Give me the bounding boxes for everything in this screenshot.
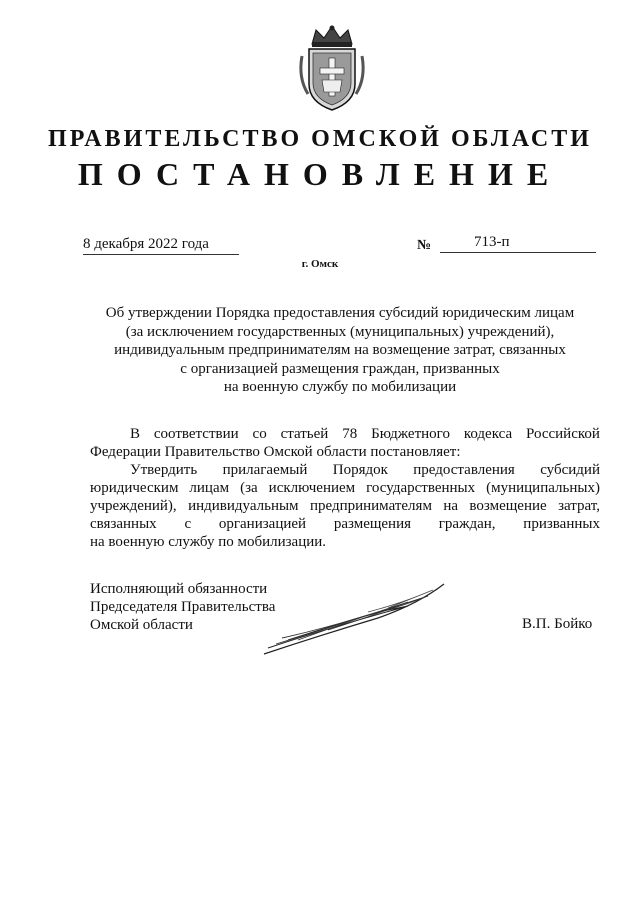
word: (муниципальных) bbox=[486, 480, 600, 496]
word: В bbox=[130, 426, 141, 442]
word: Бюджетного bbox=[371, 426, 450, 442]
document-body bbox=[90, 425, 600, 551]
signatory-name: В.П. Бойко bbox=[522, 616, 593, 632]
word: Порядок bbox=[332, 462, 388, 478]
title-line: индивидуальным предпринимателям на возмещение затрат, связанных bbox=[114, 342, 566, 358]
organization-title: ПРАВИТЕЛЬСТВО ОМСКОЙ ОБЛАСТИ bbox=[48, 126, 592, 152]
position-line: Омской области bbox=[90, 617, 193, 633]
word: 78 bbox=[342, 426, 358, 442]
document-date: 8 декабря 2022 года bbox=[83, 236, 239, 255]
handwritten-signature-icon bbox=[258, 578, 458, 660]
word: на bbox=[443, 498, 459, 514]
word: индивидуальным bbox=[188, 498, 299, 514]
word: затрат, bbox=[558, 498, 600, 514]
word: Российской bbox=[526, 426, 600, 442]
number-label: № bbox=[417, 238, 432, 253]
body-line bbox=[90, 515, 600, 533]
word: (за bbox=[240, 480, 258, 496]
document-city: г. Омск bbox=[301, 258, 339, 270]
word: с bbox=[184, 516, 192, 532]
word: юридическим bbox=[90, 480, 179, 496]
word: предпринимателям bbox=[309, 498, 432, 514]
word: исключением bbox=[268, 480, 356, 496]
title-line: с организацией размещения граждан, призванных bbox=[180, 360, 500, 377]
word: государственных bbox=[366, 480, 476, 496]
omsk-coat-of-arms-icon bbox=[296, 22, 368, 114]
title-line: Об утверждении Порядка предоставления субсидий юридическим лицам bbox=[105, 305, 575, 321]
word: со bbox=[252, 426, 267, 442]
document-number: 713-п bbox=[440, 234, 596, 253]
word: предоставления bbox=[413, 462, 515, 478]
word: организацией bbox=[218, 516, 307, 532]
word: граждан, bbox=[438, 516, 496, 532]
document-title bbox=[90, 304, 590, 397]
word: кодекса bbox=[463, 426, 513, 442]
title-line: на военную службу по мобилизации bbox=[223, 379, 457, 395]
title-line: (за исключением государственных (муниципальных) учреждений), bbox=[125, 323, 555, 340]
word: призванных bbox=[523, 516, 600, 532]
position-line: Председателя Правительства bbox=[90, 599, 276, 615]
word: возмещение bbox=[469, 498, 547, 514]
position-line: Исполняющий обязанности bbox=[90, 581, 268, 597]
word: субсидий bbox=[540, 462, 600, 478]
body-line bbox=[90, 497, 600, 515]
body-line bbox=[90, 479, 600, 497]
signatory-position bbox=[90, 580, 275, 634]
word: лицам bbox=[189, 480, 230, 496]
word: учреждений), bbox=[90, 498, 177, 514]
body-line: Федерации Правительство Омской области постановляет: bbox=[90, 444, 461, 460]
word: прилагаемый bbox=[222, 462, 308, 478]
word: соответствии bbox=[153, 426, 239, 442]
word: размещения bbox=[333, 516, 412, 532]
word: Утвердить bbox=[130, 462, 198, 478]
document-type: ПОСТАНОВЛЕНИЕ bbox=[77, 156, 563, 192]
body-line bbox=[90, 461, 600, 479]
body-line bbox=[90, 425, 600, 443]
word: связанных bbox=[90, 516, 157, 532]
word: статьей bbox=[280, 426, 329, 442]
body-line: на военную службу по мобилизации. bbox=[90, 534, 327, 550]
